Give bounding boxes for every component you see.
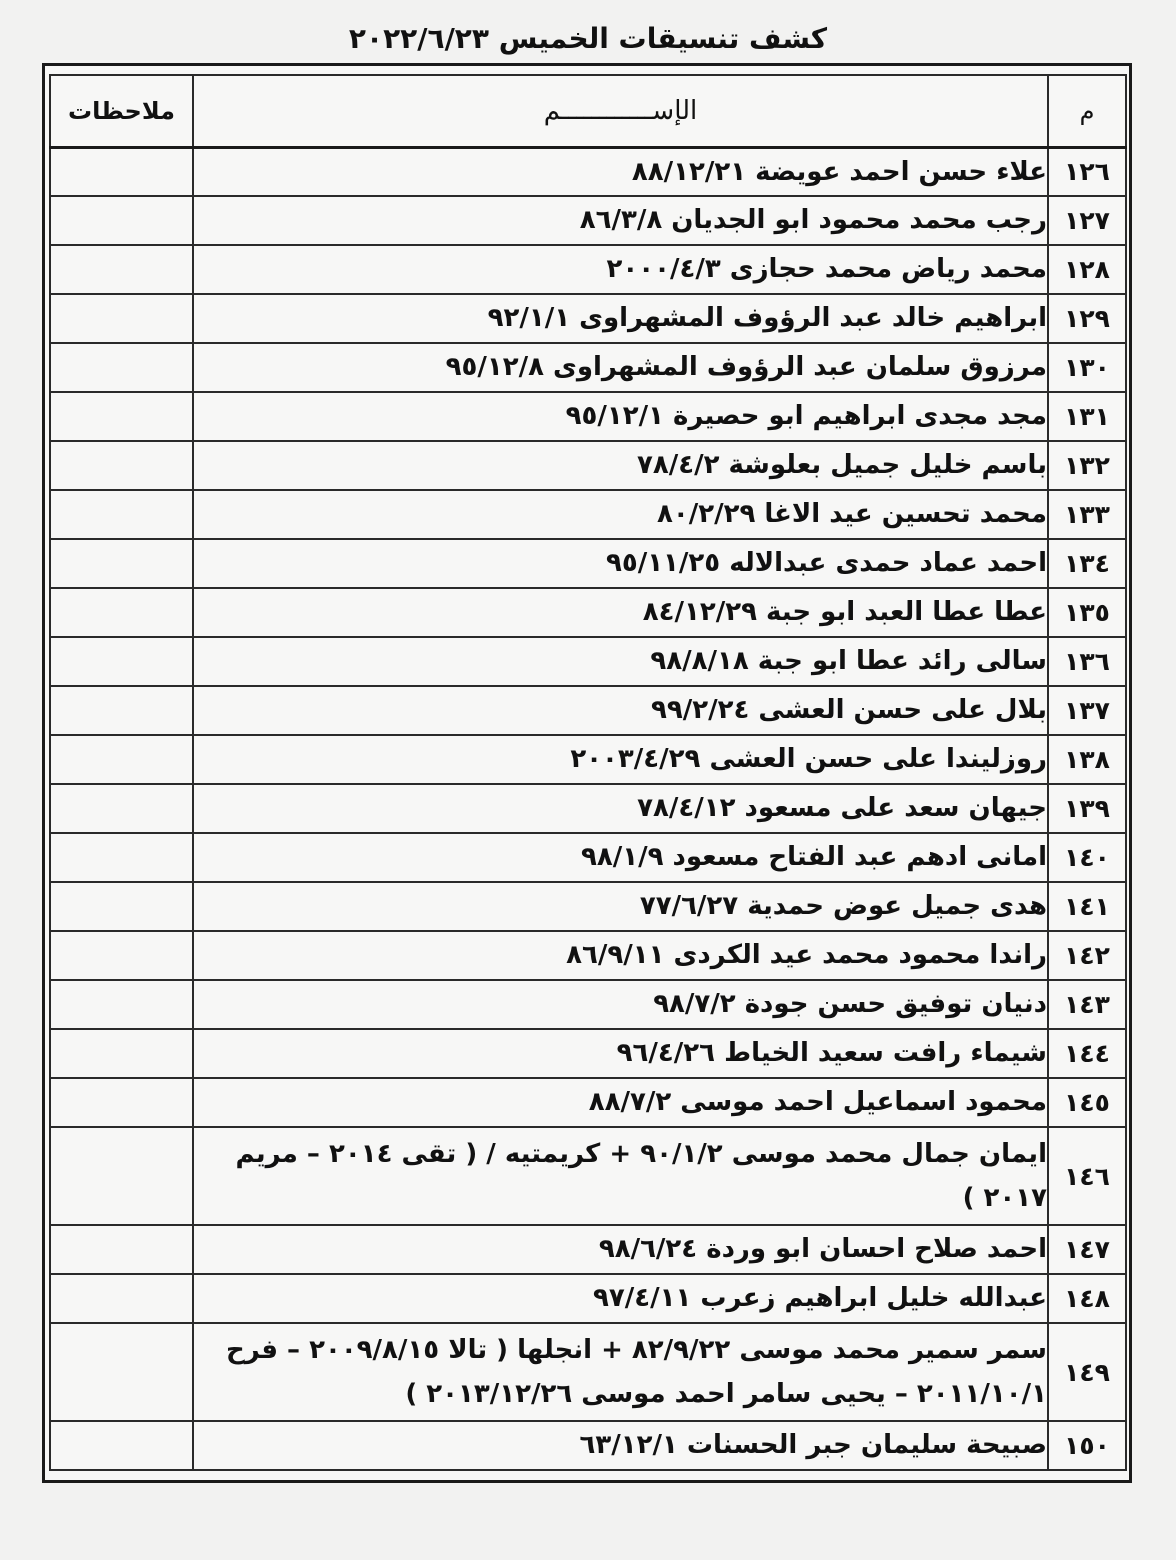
row-name: ايمان جمال محمد موسى ٩٠/١/٢ + كريمتيه / ( تقى ٢٠١٤ – مريم ٢٠١٧ )	[193, 1127, 1048, 1225]
table-row	[50, 784, 1126, 833]
table-row	[50, 245, 1126, 294]
header-notes	[50, 75, 193, 147]
row-number: ١٣٢	[1048, 441, 1126, 490]
row-note	[50, 147, 193, 196]
row-name: محمود اسماعيل احمد موسى ٨٨/٧/٢	[193, 1078, 1048, 1127]
row-name: ابراهيم خالد عبد الرؤوف المشهراوى ٩٢/١/١	[193, 294, 1048, 343]
row-number: ١٤٨	[1048, 1274, 1126, 1323]
table-row	[50, 392, 1126, 441]
row-number: ١٣٧	[1048, 686, 1126, 735]
row-note	[50, 784, 193, 833]
row-number: ١٣٥	[1048, 588, 1126, 637]
row-number: ١٤٤	[1048, 1029, 1126, 1078]
row-name: امانى ادهم عبد الفتاح مسعود ٩٨/١/٩	[193, 833, 1048, 882]
table-row	[50, 882, 1126, 931]
row-name: سالى رائد عطا ابو جبة ٩٨/٨/١٨	[193, 637, 1048, 686]
row-name: محمد رياض محمد حجازى ٢٠٠٠/٤/٣	[193, 245, 1048, 294]
row-note	[50, 686, 193, 735]
row-note	[50, 931, 193, 980]
row-name: صبيحة سليمان جبر الحسنات ٦٣/١٢/١	[193, 1421, 1048, 1470]
row-name: مجد مجدى ابراهيم ابو حصيرة ٩٥/١٢/١	[193, 392, 1048, 441]
row-number: ١٢٧	[1048, 196, 1126, 245]
table-row	[50, 1225, 1126, 1274]
row-name: باسم خليل جميل بعلوشة ٧٨/٤/٢	[193, 441, 1048, 490]
row-note	[50, 392, 193, 441]
row-number: ١٣١	[1048, 392, 1126, 441]
row-note	[50, 343, 193, 392]
row-note	[50, 882, 193, 931]
row-name: روزليندا على حسن العشى ٢٠٠٣/٤/٢٩	[193, 735, 1048, 784]
table-row	[50, 833, 1126, 882]
table-row	[50, 147, 1126, 196]
row-number: ١٢٦	[1048, 147, 1126, 196]
table-row	[50, 1127, 1126, 1225]
row-note	[50, 1078, 193, 1127]
table-row	[50, 294, 1126, 343]
table-row	[50, 1323, 1126, 1421]
row-note	[50, 1225, 193, 1274]
table-row	[50, 539, 1126, 588]
table-row	[50, 686, 1126, 735]
row-name: بلال على حسن العشى ٩٩/٢/٢٤	[193, 686, 1048, 735]
roster-sheet	[42, 63, 1132, 1483]
table-row	[50, 1421, 1126, 1470]
header-notes-label: ملاحظات	[68, 97, 175, 126]
row-note	[50, 637, 193, 686]
row-number: ١٥٠	[1048, 1421, 1126, 1470]
row-name: عبدالله خليل ابراهيم زعرب ٩٧/٤/١١	[193, 1274, 1048, 1323]
row-note	[50, 490, 193, 539]
row-note	[50, 1274, 193, 1323]
header-number	[1048, 75, 1126, 147]
row-number: ١٣٦	[1048, 637, 1126, 686]
table-row	[50, 343, 1126, 392]
header-name	[193, 75, 1048, 147]
row-name: احمد صلاح احسان ابو وردة ٩٨/٦/٢٤	[193, 1225, 1048, 1274]
table-row	[50, 196, 1126, 245]
row-name: احمد عماد حمدى عبدالاله ٩٥/١١/٢٥	[193, 539, 1048, 588]
table-row	[50, 980, 1126, 1029]
row-number: ١٢٨	[1048, 245, 1126, 294]
table-row	[50, 931, 1126, 980]
row-name: هدى جميل عوض حمدية ٧٧/٦/٢٧	[193, 882, 1048, 931]
table-row	[50, 637, 1126, 686]
header-row	[50, 75, 1126, 147]
row-number: ١٤٦	[1048, 1127, 1126, 1225]
row-number: ١٣٨	[1048, 735, 1126, 784]
row-name: شيماء رافت سعيد الخياط ٩٦/٤/٢٦	[193, 1029, 1048, 1078]
row-name: محمد تحسين عيد الاغا ٨٠/٢/٢٩	[193, 490, 1048, 539]
table-row	[50, 588, 1126, 637]
row-note	[50, 294, 193, 343]
table-row	[50, 735, 1126, 784]
row-number: ١٤٩	[1048, 1323, 1126, 1421]
roster-table	[49, 74, 1127, 1471]
table-row	[50, 490, 1126, 539]
row-note	[50, 1127, 193, 1225]
table-row	[50, 1078, 1126, 1127]
row-note	[50, 980, 193, 1029]
row-number: ١٣٤	[1048, 539, 1126, 588]
row-note	[50, 735, 193, 784]
table-row	[50, 1029, 1126, 1078]
row-number: ١٤٢	[1048, 931, 1126, 980]
row-number: ١٤٥	[1048, 1078, 1126, 1127]
row-name: علاء حسن احمد عويضة ٨٨/١٢/٢١	[193, 147, 1048, 196]
row-number: ١٤٣	[1048, 980, 1126, 1029]
row-name: سمر سمير محمد موسى ٨٢/٩/٢٢ + انجلها ( تالا ٢٠٠٩/٨/١٥ – فرح ٢٠١١/١٠/١ – يحيى سامر احمد موسى ٢٠١٣/١٢/٢٦ )	[193, 1323, 1048, 1421]
row-number: ١٤٠	[1048, 833, 1126, 882]
row-number: ١٤١	[1048, 882, 1126, 931]
row-name: مرزوق سلمان عبد الرؤوف المشهراوى ٩٥/١٢/٨	[193, 343, 1048, 392]
row-number: ١٣٩	[1048, 784, 1126, 833]
row-name: رجب محمد محمود ابو الجديان ٨٦/٣/٨	[193, 196, 1048, 245]
row-name: دنيان توفيق حسن جودة ٩٨/٧/٢	[193, 980, 1048, 1029]
header-number-label: م	[1079, 97, 1095, 126]
roster-body	[50, 147, 1126, 1470]
row-note	[50, 245, 193, 294]
row-name: جيهان سعد على مسعود ٧٨/٤/١٢	[193, 784, 1048, 833]
row-note	[50, 441, 193, 490]
row-name: عطا عطا العبد ابو جبة ٨٤/١٢/٢٩	[193, 588, 1048, 637]
page-title: كشف تنسيقات الخميس ٢٠٢٢/٦/٢٣	[348, 22, 828, 55]
row-note	[50, 1323, 193, 1421]
row-note	[50, 1029, 193, 1078]
row-number: ١٣٠	[1048, 343, 1126, 392]
row-note	[50, 833, 193, 882]
table-row	[50, 1274, 1126, 1323]
row-number: ١٣٣	[1048, 490, 1126, 539]
row-note	[50, 539, 193, 588]
row-note	[50, 196, 193, 245]
row-number: ١٢٩	[1048, 294, 1126, 343]
table-row	[50, 441, 1126, 490]
row-note	[50, 588, 193, 637]
row-note	[50, 1421, 193, 1470]
row-number: ١٤٧	[1048, 1225, 1126, 1274]
row-name: راندا محمود محمد عيد الكردى ٨٦/٩/١١	[193, 931, 1048, 980]
header-name-label: الإســــــــــــم	[543, 95, 698, 126]
